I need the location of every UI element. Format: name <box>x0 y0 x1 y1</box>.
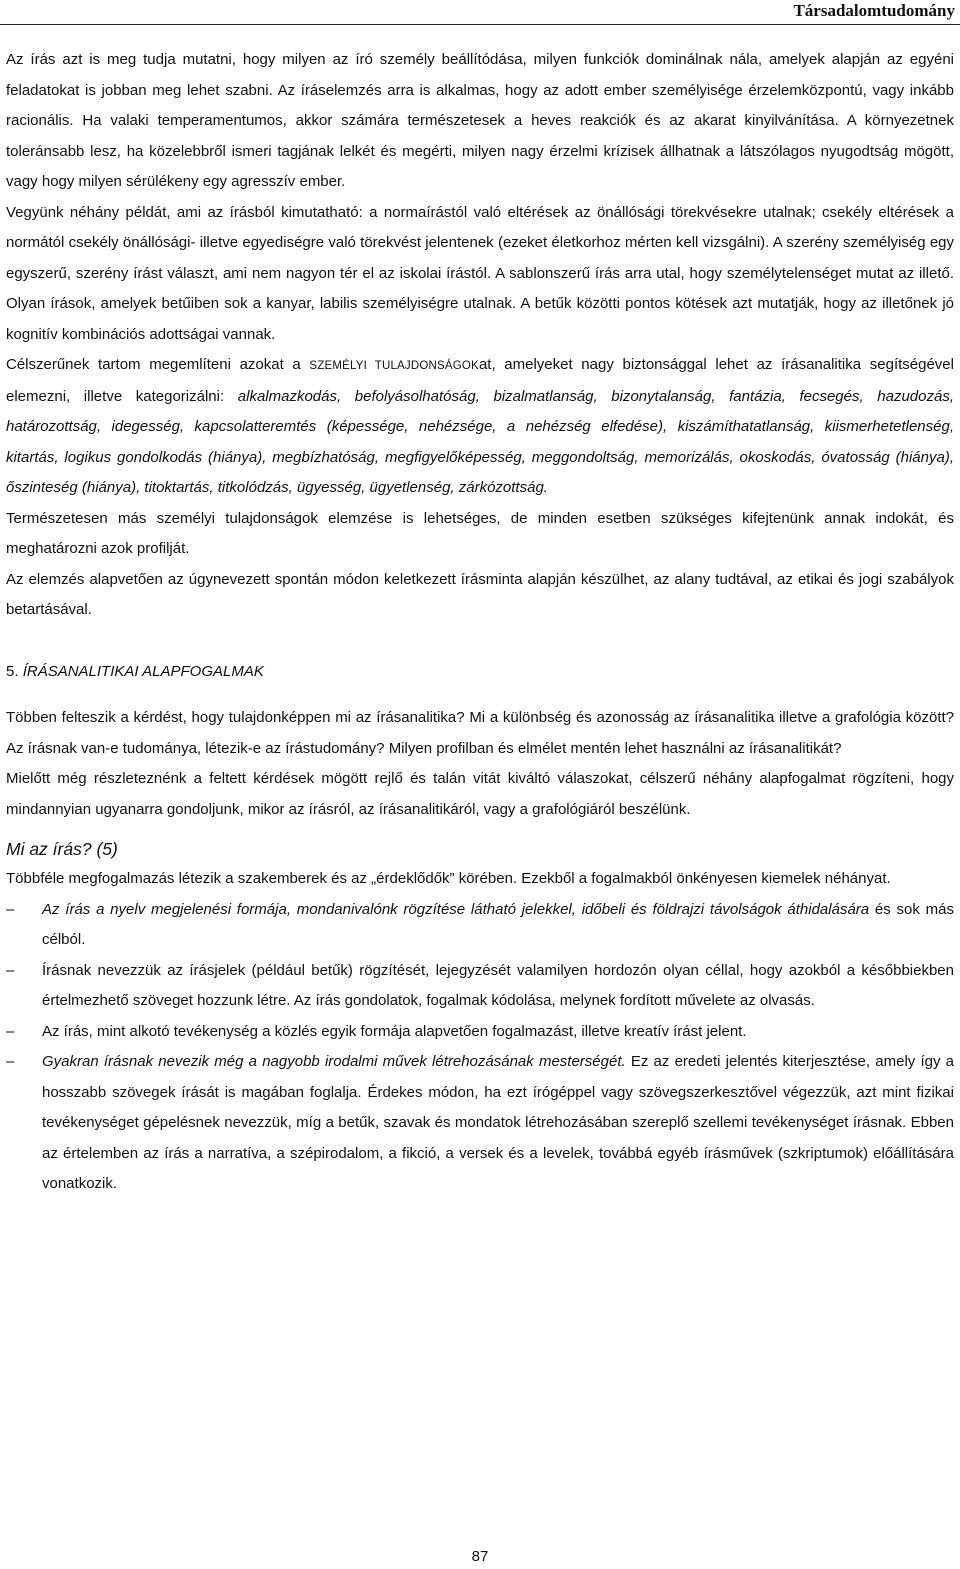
traits-mid: at, amelyeket nagy biztonsággal lehet az írásanalitika segítségével elemezni, illetve kategorizálni: <box>6 356 954 405</box>
traits-term: SZEMÉLYI TULAJDONSÁGOK <box>309 360 479 372</box>
list-item-text: Az írás, mint alkotó tevékenység a közlés egyik formája alapvetően fogalmazást, illetve kreatív írást jelent. <box>42 1022 747 1040</box>
dash-bullet: – <box>6 900 15 918</box>
list-item <box>6 956 954 1017</box>
paragraph-personal-traits <box>6 350 954 504</box>
section-heading <box>6 657 954 688</box>
paragraph-basic-concepts: Mielőtt még részleteznénk a feltett kérdések mögött rejlő és talán vitát kiváltó válaszokat, célszerű néhány alapfogalmat rögzíteni, hogy mindannyian ugyanarra gondoljunk, mikor az írásról, az írásanalitikáról, vagy a grafológiáról beszélünk. <box>6 770 954 818</box>
page-header <box>0 0 960 24</box>
list-item-italic: Gyakran írásnak nevezik még a nagyobb irodalmi művek létrehozásának mesterségét. <box>42 1053 626 1070</box>
section-number: 5. <box>6 662 23 680</box>
traits-list: alkalmazkodás, befolyásolhatóság, bizalmatlanság, bizonytalanság, fantázia, fecsegés, hazudozás, határozottság, idegesség, kapcsolatteremtés (képessége, nehézsége, a nehézség elfedése), kiszámíthatatlanság, kiismerhetetlenség, kitartás, logikus gondolkodás (hiánya), megbízhatóság, megfigyelőképesség, meggondoltság, memorizálás, okoskodás, óvatosság (hiánya), őszinteség (hiánya), titoktartás, titkolódzás, ügyesség, ügyetlenség, zárkózottság. <box>6 387 954 496</box>
header-rule <box>0 24 960 25</box>
list-item <box>6 895 954 956</box>
paragraph-questions: Többen felteszik a kérdést, hogy tulajdonképpen mi az írásanalitika? Mi a különbség és azonosság az írásanalitika illetve a grafológia között? Az írásnak van-e tudománya, létezik-e az írástudomány? Milyen profilban és elmélet mentén lehet használni az írásanalitikát? <box>6 709 954 757</box>
list-item <box>6 1047 954 1200</box>
paragraph-handwriting-reveals: Az írás azt is meg tudja mutatni, hogy milyen az író személy beállítódása, milyen funkciók dominálnak nála, amelyek alapján az egyéni feladatokat is jobban meg lehet szabni. Az íráselemzés arra is alkalmas, hogy az adott ember személyisége érzelemközpontú, vagy inkább racionális. Ha valaki temperamentumos, akkor számára természetesek a heves reakciók és az akarat kinyilvánítása. A környezetnek toleránsabb lesz, ha közelebbről ismeri tagjának lelkét és megérti, milyen nagy érzelmi krízisek állhatnak a látszólagos nyugodtság mögött, vagy hogy milyen sérülékeny egy agresszív ember. <box>6 51 954 190</box>
definitions-list <box>6 895 954 1200</box>
paragraph-other-traits: Természetesen más személyi tulajdonságok elemzése is lehetséges, de minden esetben szükséges kifejtenünk annak indokát, és meghatározni azok profilját. <box>6 509 954 557</box>
list-item-text: Írásnak nevezzük az írásjelek (például betűk) rögzítését, lejegyzését valamilyen hordozón olyan céllal, hogy azokból a későbbiekben értelmezhető szöveget hozzunk létre. Az írás gondolatok, fogalmak kódolása, melynek fordított művelete az olvasás. <box>42 961 954 1009</box>
paragraph-definitions-intro: Többféle megfogalmazás létezik a szakemberek és az „érdeklődők” körében. Ezekből a fogalmakból önkényesen kiemelek néhányat. <box>6 870 891 887</box>
dash-bullet: – <box>6 1022 15 1040</box>
dash-bullet: – <box>6 961 15 979</box>
list-item-italic: Az írás a nyelv megjelenési formája, mondanivalónk rögzítése látható jelekkel, időbeli és földrajzi távolságok áthidalására <box>42 900 870 918</box>
section-title: ÍRÁSANALITIKAI ALAPFOGALMAK <box>22 662 264 680</box>
list-item-text: és sok más célból. <box>42 900 954 948</box>
page-number: 87 <box>471 1548 489 1565</box>
subsection-heading: Mi az írás? (5) <box>6 839 118 859</box>
list-item <box>6 1017 954 1048</box>
paragraph-examples: Vegyünk néhány példát, ami az írásból kimutatható: a normaírástól való eltérések az önállósági törekvésekre utalnak; csekély eltérések a normától csekély önállósági- illetve egyediségre való törekvést jelentenek (ezeket életkorhoz mérten kell vizsgálni). A szerény személyiség egy egyszerű, szerény írást választ, ami nem nagyon tér el az iskolai írástól. A sablonszerű írás arra utal, hogy személytelenséget mutat az illető. Olyan írások, amelyek betűiben sok a kanyar, labilis személyiségre utalnak. A betűk közötti pontos kötések azt mutatják, hogy az illetőnek jó kognitív kombinációs adottságai vannak. <box>6 203 954 343</box>
running-title: Társadalomtudomány <box>793 1 955 20</box>
list-item-text: Ez az eredeti jelentés kiterjesztése, amely így a hosszabb szövegek írását is magában foglalja. Érdekes módon, ha ezt írógéppel vagy szövegszerkesztővel végezzük, azt mint fizikai tevékenységet gépelésnek nevezzük, míg a betűk, szavak és mondatok létrehozásában szereplő szellemi tevékenységet írásnak. Ebben az értelemben az írás a narratíva, a szépirodalom, a fikció, a versek és a levelek, továbbá egyéb írásművek (szkriptumok) előállítására vonatkozik. <box>42 1053 955 1192</box>
dash-bullet: – <box>6 1053 15 1070</box>
traits-intro: Célszerűnek tartom megemlíteni azokat a <box>6 356 310 373</box>
document-body <box>6 45 954 1200</box>
paragraph-analysis-basis: Az elemzés alapvetően az úgynevezett spontán módon keletkezett írásminta alapján készülhet, az alany tudtával, az etikai és jogi szabályok betartásával. <box>6 570 954 618</box>
